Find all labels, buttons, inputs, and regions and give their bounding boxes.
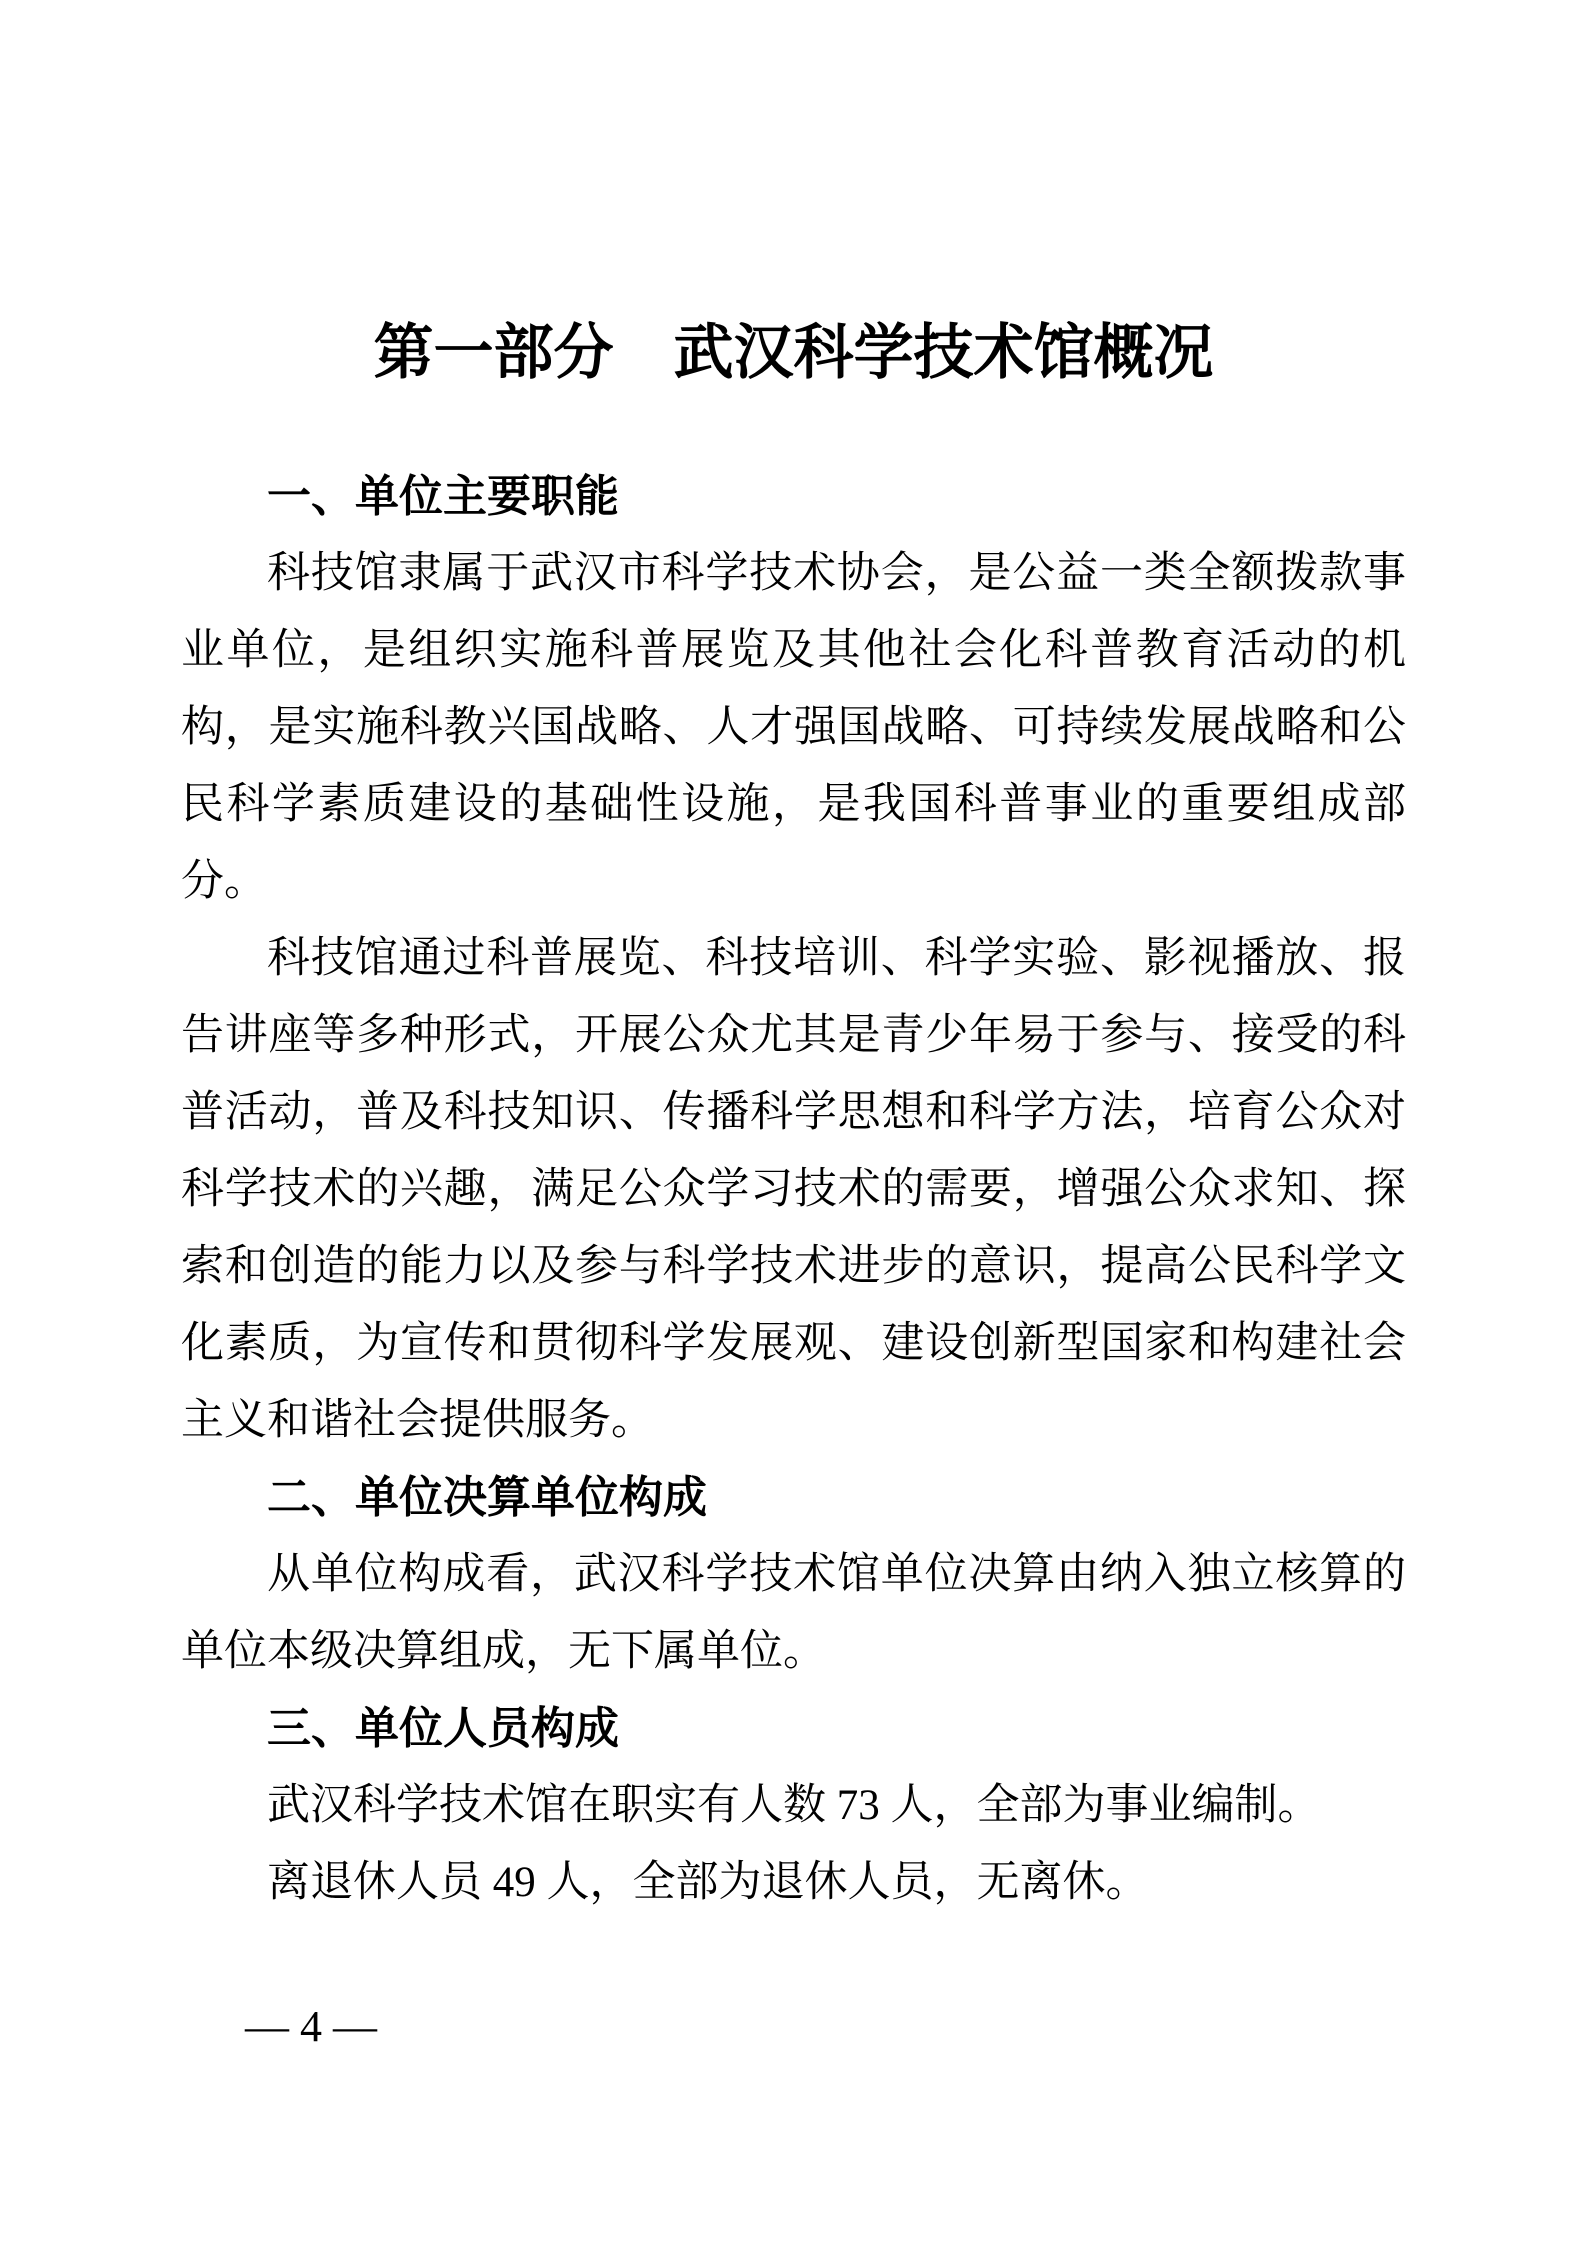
body-line: 分。 (181, 858, 267, 905)
document-content (181, 0, 1406, 2065)
section-heading-3: 三、单位人员构成 (267, 1704, 619, 1753)
body-line: 科技馆通过科普展览、科技培训、科学实验、影视播放、报 (267, 935, 1406, 982)
body-line: 业单位，是组织实施科普展览及其他社会化科普教育活动的机 (181, 627, 1406, 674)
page-number: — 4 — (245, 2002, 377, 2051)
body-line: 构，是实施科教兴国战略、人才强国战略、可持续发展战略和公 (181, 704, 1406, 751)
page-title: 第一部分 武汉科学技术馆概况 (373, 319, 1214, 386)
body-line: 告讲座等多种形式，开展公众尤其是青少年易于参与、接受的科 (181, 1012, 1406, 1059)
body-line: 主义和谐社会提供服务。 (181, 1397, 654, 1444)
section-heading-1: 一、单位主要职能 (267, 472, 619, 521)
body-line: 科技馆隶属于武汉市科学技术协会，是公益一类全额拨款事 (267, 550, 1406, 597)
body-line: 科学技术的兴趣，满足公众学习技术的需要，增强公众求知、探 (181, 1166, 1406, 1213)
section-heading-2: 二、单位决算单位构成 (267, 1473, 707, 1522)
body-line: 单位本级决算组成，无下属单位。 (181, 1628, 826, 1675)
body-line: 化素质，为宣传和贯彻科学发展观、建设创新型国家和构建社会 (181, 1320, 1406, 1367)
body-line: 从单位构成看，武汉科学技术馆单位决算由纳入独立核算的 (267, 1551, 1406, 1598)
body-line: 民科学素质建设的基础性设施，是我国科普事业的重要组成部 (181, 781, 1406, 828)
text-block (181, 458, 1406, 1921)
body-line: 索和创造的能力以及参与科学技术进步的意识，提高公民科学文 (181, 1243, 1406, 1290)
body-line: 武汉科学技术馆在职实有人数 73 人，全部为事业编制。 (267, 1782, 1321, 1829)
body-line: 离退休人员 49 人，全部为退休人员，无离休。 (267, 1859, 1149, 1906)
body-line: 普活动，普及科技知识、传播科学思想和科学方法，培育公众对 (181, 1089, 1406, 1136)
